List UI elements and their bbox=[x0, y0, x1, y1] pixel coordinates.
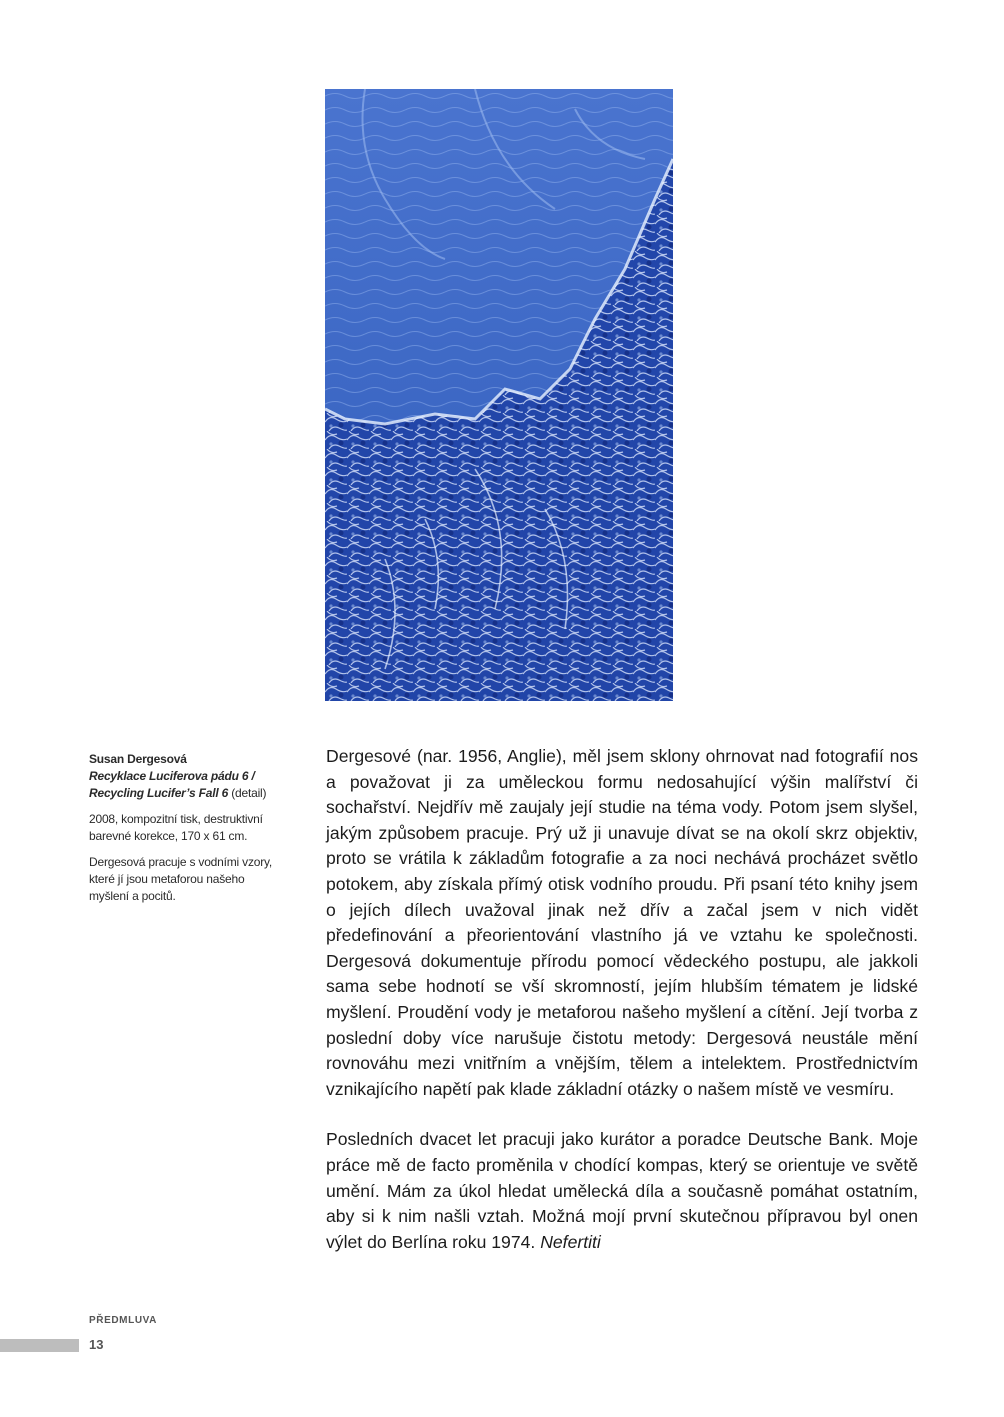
artwork-photo bbox=[325, 89, 673, 701]
body-paragraph-1: Dergesové (nar. 1956, Anglie), měl jsem sklony ohrnovat nad fotografií nos a považovat ji za uměleckou formu nedosahující výšin malířství či sochařství. Nejdřív mě zaujaly její studie na téma vody. Potom jsem slyšel, jakým způsobem pracuje. Prý už ji unavuje dívat se na okolí skrz objektiv, proto se vrátila k základům fotografie a za noci nechává procházet světlo potokem, aby získala přímý otisk vodního proudu. Při psaní této knihy jsem o jejích dílech uvažoval jinak než dřív a začal jsem v nich vidět předefinování a přeorientování vlastního já ve vztahu ke společnosti. Dergesová dokumentuje přírodu pomocí vědeckého postupu, ale jakkoli sama sebe hodnotí se vší skromností, jejím hlubším tématem je lidské myšlení. Proudění vody je metaforou našeho myšlení a cítění. Její tvorba z poslední doby více narušuje čistotu metody: Dergesová neustále mění rovnováhu mezi vnitřním a vnějším, tělem a intelektem. Prostřednictvím vznikajícího napětí pak klade základní otázky o našem místě ve vesmíru. bbox=[326, 746, 918, 1099]
caption-title-line1: Recyklace Luciferova pádu 6 / bbox=[89, 769, 255, 783]
caption-desc-line2: které jí jsou metaforou našeho bbox=[89, 872, 245, 886]
caption-meta-line2: barevné korekce, 170 x 61 cm. bbox=[89, 829, 248, 843]
caption-meta bbox=[89, 811, 289, 845]
page-number: 13 bbox=[89, 1337, 104, 1352]
caption-meta-line1: 2008, kompozitní tisk, destruktivní bbox=[89, 812, 263, 826]
caption-desc-line3: myšlení a pocitů. bbox=[89, 889, 176, 903]
caption-title bbox=[89, 768, 289, 802]
body-text bbox=[326, 744, 918, 1280]
caption-title-en: Recycling Lucifer’s Fall 6 bbox=[89, 786, 229, 800]
caption-desc-line1: Dergesová pracuje s vodními vzory, bbox=[89, 855, 273, 869]
figure-caption bbox=[89, 751, 289, 914]
water-ripple-image bbox=[325, 89, 673, 701]
page-number-bar bbox=[0, 1339, 79, 1352]
body-paragraph-2 bbox=[326, 1127, 918, 1255]
caption-description bbox=[89, 854, 289, 905]
body-paragraph-2-italic: Nefertiti bbox=[540, 1231, 601, 1252]
caption-author: Susan Dergesová bbox=[89, 752, 187, 766]
caption-title-line2 bbox=[89, 785, 289, 802]
caption-detail: (detail) bbox=[228, 786, 267, 800]
body-paragraph-2-text: Posledních dvacet let pracuji jako kurátor a poradce Deutsche Bank. Moje práce mě de facto proměnila v chodící kompas, který se orientuje ve světě umění. Mám za úkol hledat umělecká díla a současně pomáhat ostatním, aby si k nim našli vztah. Možná mojí první skutečnou přípravou byl onen výlet do Berlína roku 1974. bbox=[326, 1129, 918, 1252]
section-label: PŘEDMLUVA bbox=[89, 1315, 157, 1326]
